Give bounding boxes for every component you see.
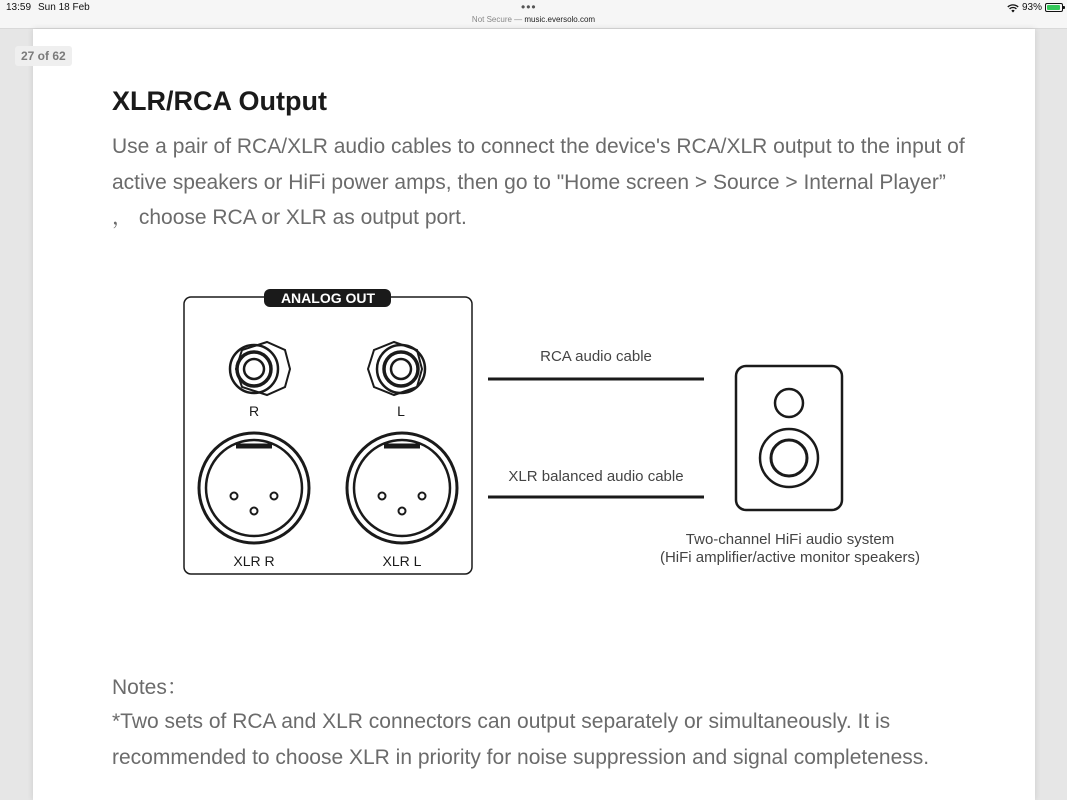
xlr-right-label: XLR R	[233, 553, 275, 569]
rca-left-label: L	[397, 403, 405, 419]
system-label-line2: (HiFi amplifier/active monitor speakers)	[659, 549, 921, 566]
not-secure-label: Not Secure —	[471, 15, 525, 24]
xlr-left-connector-icon	[347, 433, 457, 543]
xlr-left-label: XLR L	[382, 553, 422, 569]
xlr-cable-label: XLR balanced audio cable	[508, 468, 684, 485]
rca-right-connector-icon	[230, 342, 290, 395]
panel-title: ANALOG OUT	[280, 290, 376, 306]
url-domain: music.eversolo.com	[524, 15, 596, 24]
xlr-right-connector-icon	[199, 433, 309, 543]
section-heading: XLR/RCA Output	[112, 86, 327, 116]
rca-left-connector-icon	[368, 342, 425, 395]
intro-paragraph: Use a pair of RCA/XLR audio cables to connect the device's RCA/XLR output to the input of active speakers or HiFi power amps, then go to "Home screen > Source > Internal Player” ， choose RCA or XLR as output port.	[112, 135, 965, 229]
status-bar	[0, 0, 1067, 29]
rca-right-label: R	[248, 403, 260, 419]
page-counter: 27 of 62	[15, 46, 72, 66]
battery-percent: 93%	[1021, 2, 1042, 13]
notes-title: Notes：	[112, 676, 188, 699]
battery-icon	[1045, 3, 1063, 12]
connection-diagram	[180, 285, 940, 585]
system-label-line1: Two-channel HiFi audio system	[685, 531, 895, 548]
speaker-icon	[736, 366, 842, 510]
analog-out-panel	[184, 297, 472, 574]
address-bar[interactable]	[0, 15, 1067, 24]
multitasking-dots-icon[interactable]: •••	[521, 0, 537, 14]
battery-fill	[1047, 5, 1060, 10]
rca-cable-label: RCA audio cable	[540, 348, 652, 365]
notes-body: *Two sets of RCA and XLR connectors can output separately or simultaneously. It is recommended to choose XLR in priority for noise suppression and signal completeness.	[112, 710, 930, 769]
status-time: 13:59	[6, 2, 32, 13]
wifi-icon	[1007, 3, 1019, 13]
status-indicators	[1007, 2, 1063, 13]
status-date: Sun 18 Feb	[38, 2, 90, 13]
